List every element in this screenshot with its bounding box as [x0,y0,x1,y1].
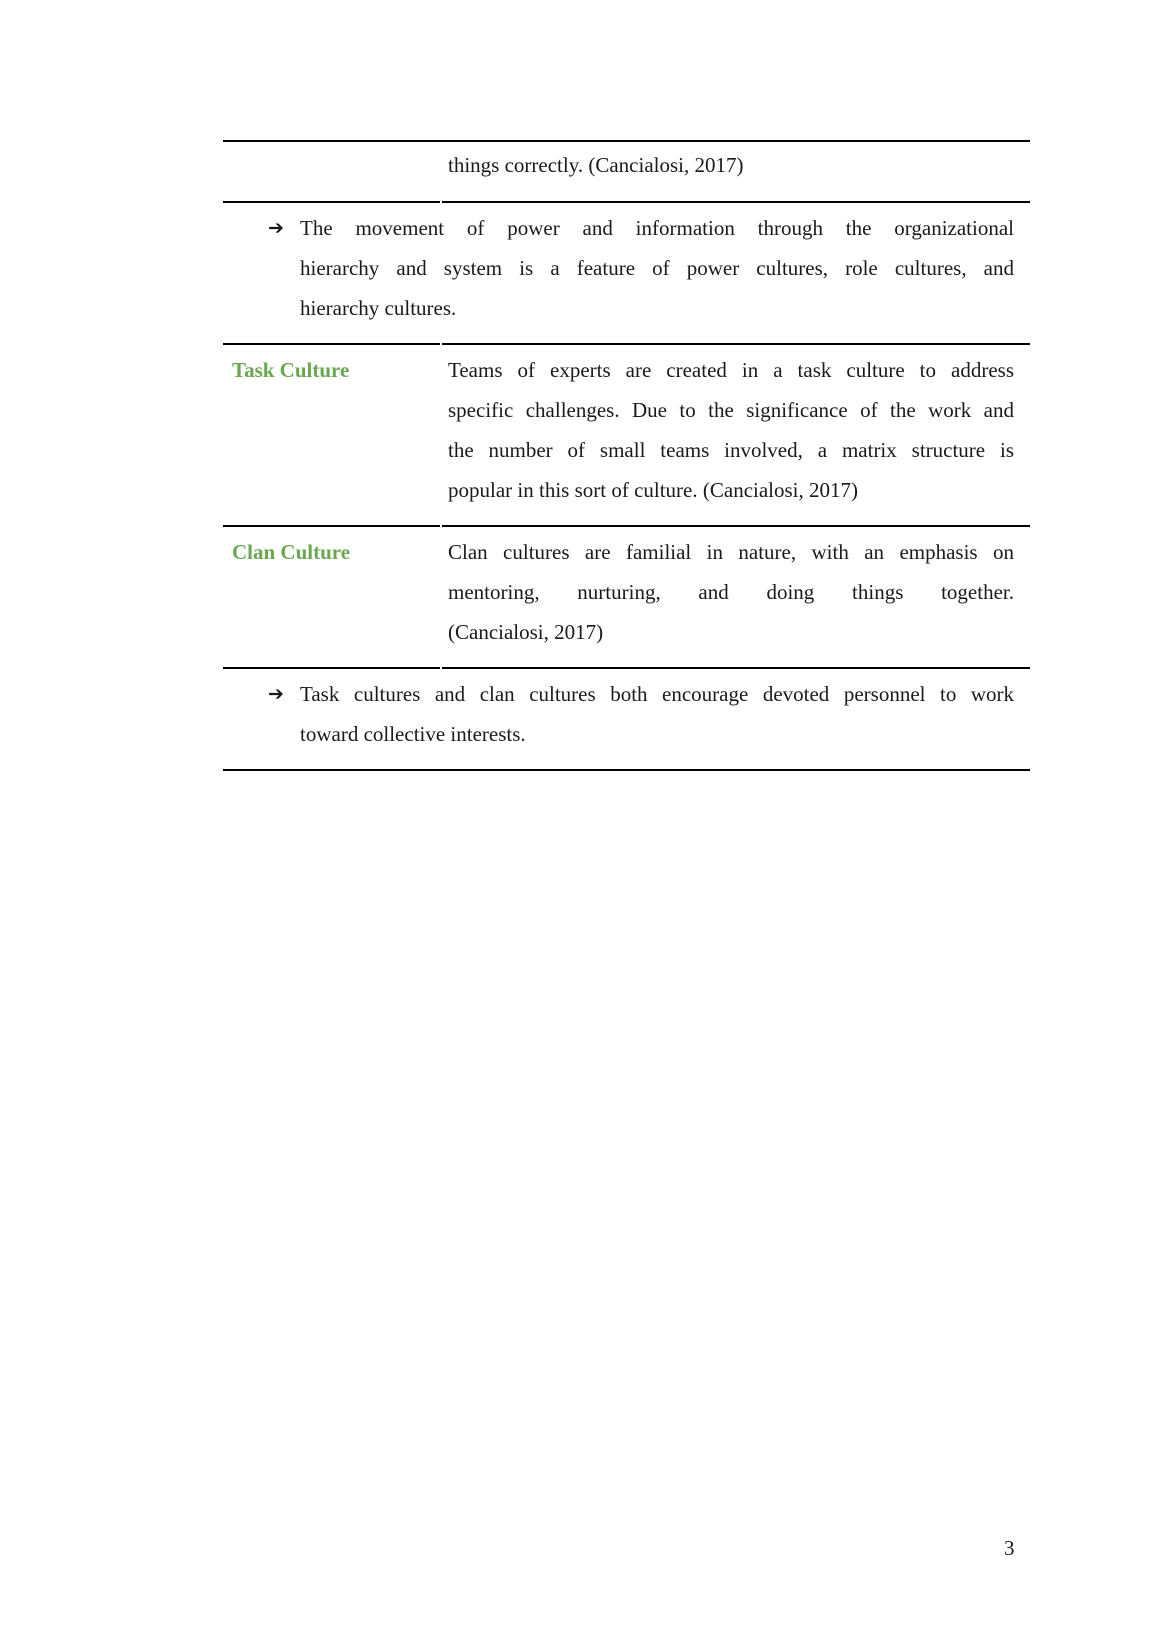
row-divider-left [223,525,440,527]
row-divider-left [223,201,440,203]
note-collective-line: toward collective interests. [300,722,526,746]
task-culture-line: popular in this sort of culture. (Cancialosi, 2017) [448,478,859,502]
row-divider-left [223,667,440,669]
note-power-line: hierarchy cultures. [300,296,457,320]
row-divider-right [442,201,1030,203]
task-culture-line: specific challenges. Due to the significance of the work and [448,398,1014,422]
clan-culture-label: Clan Culture [232,540,351,564]
task-culture-label: Task Culture [232,358,350,382]
row-divider-right [442,343,1030,345]
right-arrow-icon: ➔ [268,683,284,705]
clan-culture-line: Clan cultures are familial in nature, with an emphasis on [448,540,1014,564]
row-divider-left [223,343,440,345]
task-culture-line: Teams of experts are created in a task culture to address [448,358,1014,382]
page-number: 3 [1004,1536,1015,1560]
note-collective-line: Task cultures and clan cultures both encourage devoted personnel to work [300,682,1014,706]
clan-culture-line: mentoring, nurturing, and doing things together. [448,580,1014,604]
clan-culture-line: (Cancialosi, 2017) [448,620,604,644]
note-power-line: hierarchy and system is a feature of power cultures, role cultures, and [300,256,1014,280]
table-top-border [223,140,1030,142]
task-culture-line: the number of small teams involved, a matrix structure is [448,438,1014,462]
table-bottom-border [223,769,1030,771]
continuation-text: things correctly. (Cancialosi, 2017) [448,153,744,177]
row-divider-right [442,667,1030,669]
right-arrow-icon: ➔ [268,217,284,239]
row-divider-right [442,525,1030,527]
note-power-line: The movement of power and information through the organizational [300,216,1014,240]
